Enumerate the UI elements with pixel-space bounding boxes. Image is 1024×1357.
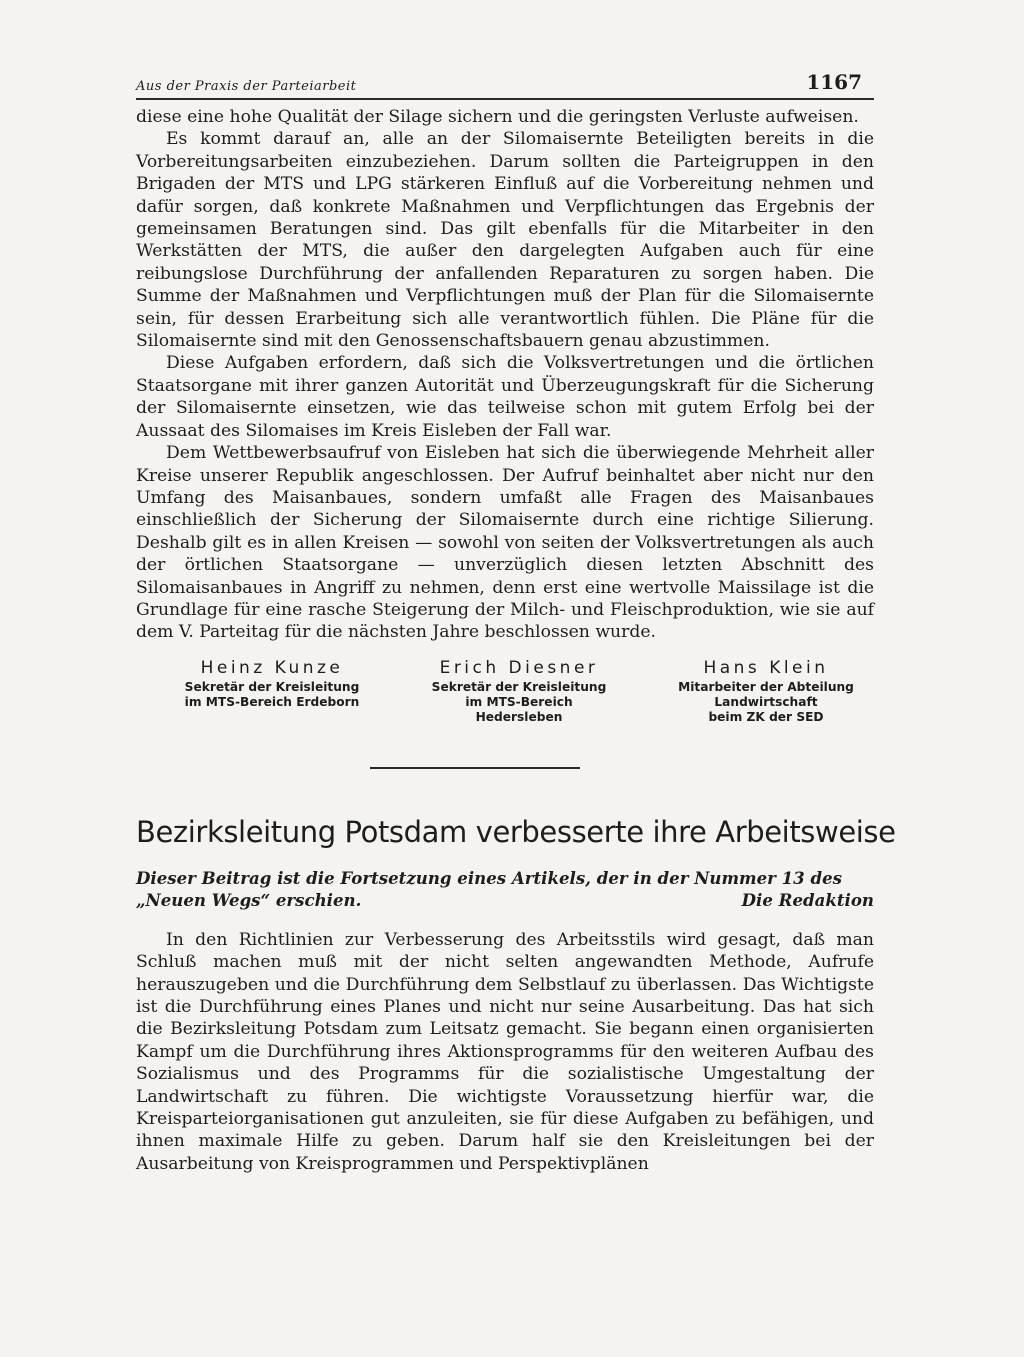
article-headline: Bezirksleitung Potsdam verbesserte ihre Arbeitsweise: [136, 814, 896, 849]
signature-block: [136, 656, 874, 725]
document-page: [136, 60, 896, 1175]
page-number: 1167: [806, 70, 862, 94]
signature-kunze: [172, 656, 372, 725]
signature-role-line: im MTS-Bereich Erdeborn: [184, 694, 360, 709]
signature-role-line: im MTS-Bereich: [465, 694, 573, 709]
paragraph: diese eine hohe Qualität der Silage sichern und die geringsten Verluste aufweisen.: [136, 107, 859, 127]
signature-role-line: Mitarbeiter der Abteilung: [678, 679, 854, 694]
paragraph: Es kommt darauf an, alle an der Silomaisernte Beteiligten bereits in die Vorbereitungsarbeiten einzubeziehen. Darum sollten die Parteigruppen in den Brigaden der MTS und LPG stärkeren Einfluß auf die Vorbereitung nehmen und dafür sorgen, daß konkrete Maßnahmen und Verpflichtungen das Ergebnis der gemeinsamen Beratungen sind. Das gilt ebenfalls für die Mitarbeiter in den Werkstätten der MTS, die außer den dargelegten Aufgaben auch für eine reibungslose Durchführung der anfallenden Reparaturen zu sorgen haben. Die Summe der Maßnahmen und Verpflichtungen muß der Plan für die Silomaisernte sein, für dessen Erarbeitung sich alle verantwortlich fühlen. Die Pläne für die Silomaisernte sind mit den Genossenschaftsbauern genau abzustimmen.: [136, 129, 874, 352]
editorial-note: [136, 867, 874, 911]
signature-klein: [666, 656, 866, 725]
paragraph: Diese Aufgaben erfordern, daß sich die Volksvertretungen und die örtlichen Staatsorgane mit ihrer ganzen Autorität und Überzeugungskraft für die Sicherung der Silomaisernte einsetzen, wie das teilweise schon mit gutem Erfolg bei der Aussaat des Silomaises im Kreis Eisleben der Fall war.: [136, 353, 874, 441]
signature-name: Hans Klein: [703, 657, 829, 678]
article-body: [136, 929, 874, 1175]
editorial-note-last-line: [136, 889, 874, 911]
paragraph: In den Richtlinien zur Verbesserung des Arbeitsstils wird gesagt, daß man Schluß machen muß mit der nicht selten angewandten Methode, Aufrufe herauszugeben und die Durchführung dem Selbstlauf zu überlassen. Das Wichtigste ist die Durchführung eines Planes und nicht nur seine Ausarbeitung. Das hat sich die Bezirksleitung Potsdam zum Leitsatz gemacht. Sie begann einen organisierten Kampf um die Durchführung ihres Aktionsprogramms für den weiteren Aufbau des Sozialismus und des Programms für die sozialistische Umgestaltung der Landwirtschaft zu führen. Die wichtigste Voraussetzung hierfür war, die Kreisparteiorganisationen gut anzuleiten, sie für diese Aufgaben zu befähigen, und ihnen maximale Hilfe zu geben. Darum half sie den Kreisleitungen bei der Ausarbeitung von Kreisprogrammen und Perspektivplänen: [136, 929, 874, 1174]
editorial-credit: Die Redaktion: [741, 889, 874, 910]
signature-role-line: Landwirtschaft: [714, 694, 818, 709]
signature-name: Heinz Kunze: [200, 657, 344, 678]
running-header: [136, 60, 874, 100]
signature-role-line: Sekretär der Kreisleitung: [431, 679, 607, 694]
paragraph: Dem Wettbewerbsaufruf von Eisleben hat sich die überwiegende Mehrheit aller Kreise unserer Republik angeschlossen. Der Aufruf beinhaltet aber nicht nur den Umfang des Maisanbaues, sondern umfaßt alle Fragen des Maisanbaues einschließlich der Sicherung der Silomaisernte durch eine richtige Silierung. Deshalb gilt es in allen Kreisen — sowohl von seiten der Volksvertretungen als auch der örtlichen Staatsorgane — unverzüglich diesen letzten Abschnitt des Silomaisanbaues in Angriff zu nehmen, denn erst eine wertvolle Maissilage ist die Grundlage für eine rasche Steigerung der Milch- und Fleischproduktion, wie sie auf dem V. Parteitag für die nächsten Jahre beschlossen wurde.: [136, 443, 874, 643]
signature-role-line: Hedersleben: [475, 709, 563, 724]
signature-role-line: Sekretär der Kreisleitung: [184, 679, 360, 694]
running-title: Aus der Praxis der Parteiarbeit: [136, 79, 357, 94]
signature-name: Erich Diesner: [439, 657, 599, 678]
article-continuation: [136, 106, 874, 644]
section-divider: [370, 767, 580, 769]
signature-diesner: [419, 656, 619, 725]
signature-role-line: beim ZK der SED: [708, 709, 824, 724]
editorial-note-line: „Neuen Wegs“ erschien.: [136, 889, 362, 910]
editorial-note-line: Dieser Beitrag ist die Fortsetzung eines Artikels, der in der Nummer 13 des: [136, 867, 843, 888]
